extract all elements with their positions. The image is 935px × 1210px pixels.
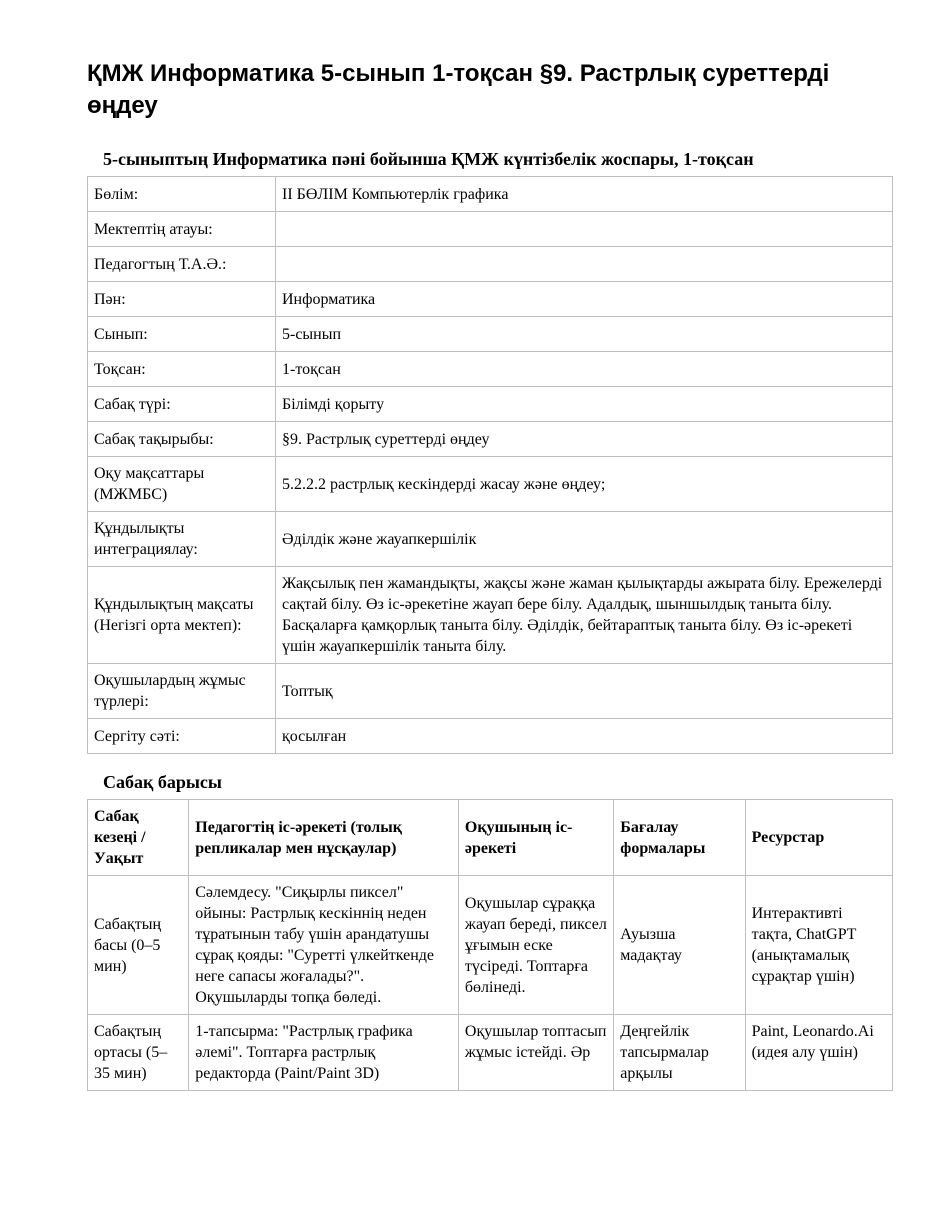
info-label: Оқушылардың жұмыс түрлері: <box>88 664 276 719</box>
info-label: Педагогтың Т.А.Ә.: <box>88 247 276 282</box>
info-label: Сабақ тақырыбы: <box>88 422 276 457</box>
lesson-info-table <box>87 176 893 754</box>
info-label: Тоқсан: <box>88 352 276 387</box>
info-value: 1-тоқсан <box>276 352 893 387</box>
lesson-progress-table <box>87 799 893 1091</box>
info-label: Құндылықты интеграциялау: <box>88 512 276 567</box>
table-row <box>88 567 893 664</box>
info-value: 5.2.2.2 растрлық кескіндерді жасау және өңдеу; <box>276 457 893 512</box>
info-value: Информатика <box>276 282 893 317</box>
header-teacher-activity: Педагогтің іс-әрекеті (толық репликалар мен нұсқаулар) <box>189 800 459 876</box>
table-row <box>88 212 893 247</box>
info-value: II БӨЛІМ Компьютерлік графика <box>276 177 893 212</box>
info-value: 5-сынып <box>276 317 893 352</box>
info-value: Жақсылық пен жамандықты, жақсы және жаман қылықтарды ажырата білу. Ережелерді сақтай білу. Өз іс-әрекетіне жауап бере білу. Адалдық, шыншылдық таныта білу. Басқаларға қамқорлық таныта білу. Әділдік, бейтараптық таныта білу. Өз іс-әрекеті үшін жауапкершілік таныта білу. <box>276 567 893 664</box>
cell-stage: Сабақтың басы (0–5 мин) <box>88 876 189 1015</box>
cell-student-activity: Оқушылар топтасып жұмыс істейді. Әр <box>458 1015 613 1091</box>
table-row <box>88 177 893 212</box>
info-label: Бөлім: <box>88 177 276 212</box>
info-value <box>276 247 893 282</box>
document-page <box>87 58 893 1091</box>
info-label: Пән: <box>88 282 276 317</box>
info-value: Топтық <box>276 664 893 719</box>
info-label: Мектептің атауы: <box>88 212 276 247</box>
info-label: Сабақ түрі: <box>88 387 276 422</box>
cell-assessment: Деңгейлік тапсырмалар арқылы <box>614 1015 745 1091</box>
header-resources: Ресурстар <box>745 800 892 876</box>
table-row <box>88 247 893 282</box>
table-row <box>88 457 893 512</box>
info-value: Әділдік және жауапкершілік <box>276 512 893 567</box>
page-title: ҚМЖ Информатика 5-сынып 1-тоқсан §9. Растрлық суреттерді өңдеу <box>87 60 830 119</box>
info-label: Сергіту сәті: <box>88 719 276 754</box>
table-row <box>88 664 893 719</box>
table-row <box>88 387 893 422</box>
table-row <box>88 282 893 317</box>
cell-assessment: Ауызша мадақтау <box>614 876 745 1015</box>
cell-resources: Интерактивті тақта, ChatGPT (анықтамалық сұрақтар үшін) <box>745 876 892 1015</box>
table-row <box>88 1015 893 1091</box>
cell-stage: Сабақтың ортасы (5–35 мин) <box>88 1015 189 1091</box>
plan-heading: 5-сыныптың Информатика пәні бойынша ҚМЖ күнтізбелік жоспары, 1-тоқсан <box>103 149 754 169</box>
info-value: Білімді қорыту <box>276 387 893 422</box>
table-row <box>88 719 893 754</box>
cell-student-activity: Оқушылар сұраққа жауап береді, пиксел ұғымын еске түсіреді. Топтарға бөлінеді. <box>458 876 613 1015</box>
info-value <box>276 212 893 247</box>
lesson-progress-heading: Сабақ барысы <box>103 772 222 792</box>
table-row <box>88 512 893 567</box>
table-row <box>88 317 893 352</box>
header-stage: Сабақ кезеңі / Уақыт <box>88 800 189 876</box>
table-header-row <box>88 800 893 876</box>
table-row <box>88 422 893 457</box>
cell-teacher-activity: 1-тапсырма: "Растрлық графика әлемі". Топтарға растрлық редакторда (Paint/Paint 3D) <box>189 1015 459 1091</box>
info-label: Оқу мақсаттары (МЖМБС) <box>88 457 276 512</box>
info-label: Сынып: <box>88 317 276 352</box>
table-row <box>88 352 893 387</box>
cell-resources: Paint, Leonardo.Ai (идея алу үшін) <box>745 1015 892 1091</box>
header-student-activity: Оқушының іс-әрекеті <box>458 800 613 876</box>
info-value: қосылған <box>276 719 893 754</box>
info-label: Құндылықтың мақсаты (Негізгі орта мектеп): <box>88 567 276 664</box>
info-value: §9. Растрлық суреттерді өңдеу <box>276 422 893 457</box>
header-assessment: Бағалау формалары <box>614 800 745 876</box>
cell-teacher-activity: Сәлемдесу. "Сиқырлы пиксел" ойыны: Растрлық кескіннің неден тұратынын табу үшін арандатушы сұрақ қояды: "Суретті үлкейткенде неге сапасы жоғалады?". Оқушыларды топқа бөледі. <box>189 876 459 1015</box>
table-row <box>88 876 893 1015</box>
